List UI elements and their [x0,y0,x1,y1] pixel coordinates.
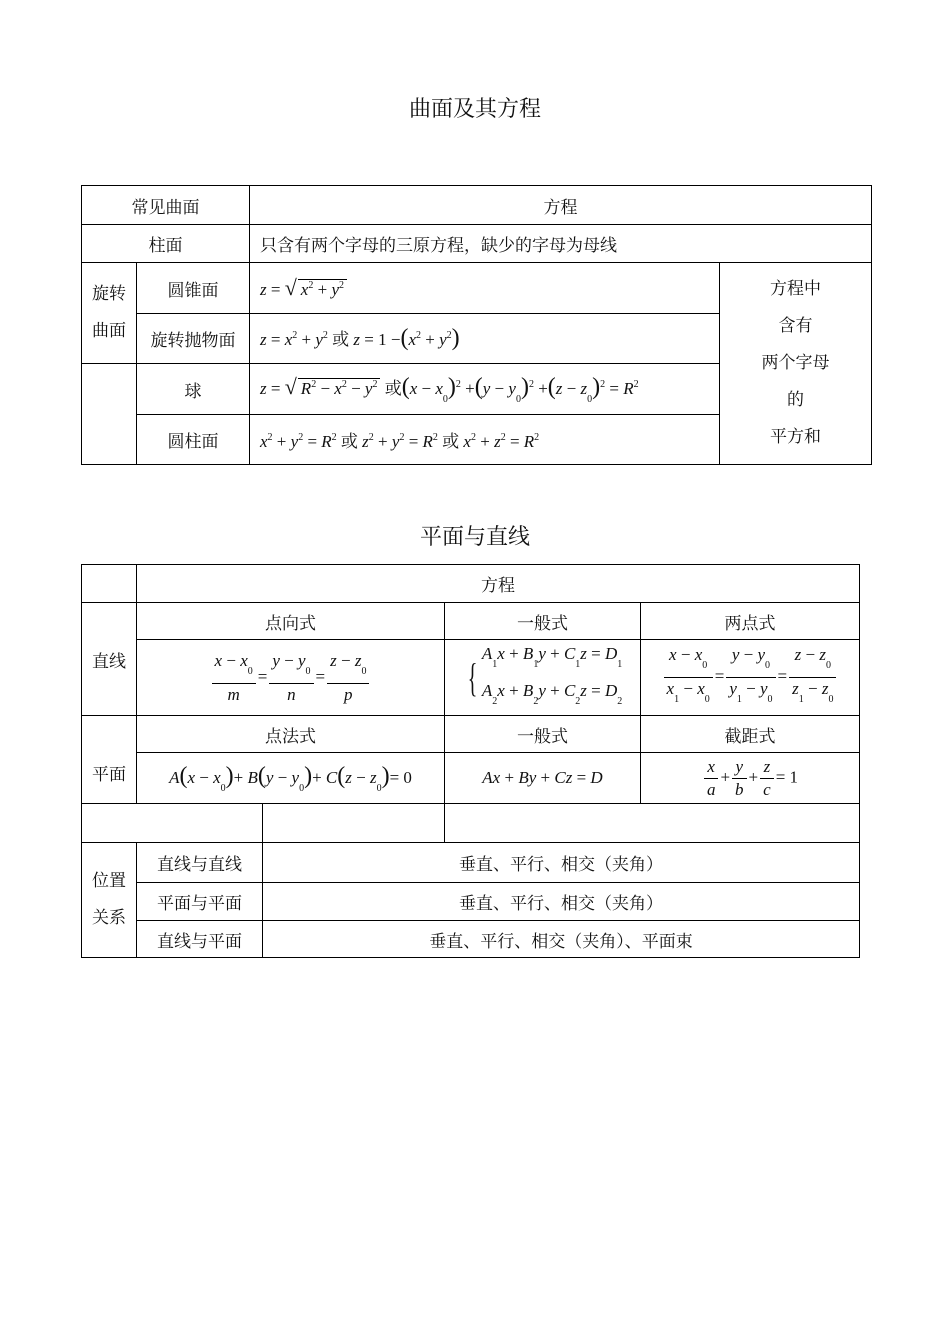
line-form-point-direction: 点向式 [137,603,445,640]
relation-line-plane-value: 垂直、平行、相交（夹角）、平面束 [263,921,860,958]
cylinder-desc: 只含有两个字母的三原方程，缺少的字母为母线 [250,225,872,263]
position-relation-label [82,843,137,958]
paraboloid-label: 旋转抛物面 [137,314,250,364]
relation-plane-plane-value: 垂直、平行、相交（夹角） [263,883,860,921]
line-point-direction-equation: $\frac{x - x_0}{m}$ = $\frac{y - y_0}{n}$ = $\frac{z - z_0}{p}$ [137,640,445,716]
plane-point-normal-equation: $A(x - x_0)+ B(y - y_0)+ C(z - z_0)= 0$ [137,753,445,804]
or-word: 或 [332,330,350,349]
plane-form-intercept: 截距式 [641,716,860,753]
line-two-point-equation: $\frac{x - x_0}{x_1 - x_0}$ = $\frac{y - y_0}{y_1 - y_0}$ = $\frac{z - z_0}{z_1 - z_0}$ [641,640,860,716]
plane-intercept-equation: $\frac{x}{a}$ + $\frac{y}{b}$ + $\frac{z}{c}$ = 1 [641,753,860,804]
side-note-5: 平方和 [770,427,821,447]
lines-planes-table [81,564,860,958]
header-common-surface: 常见曲面 [82,186,250,225]
rotation-surface-label [82,263,137,364]
sphere-equation: z = √ $R^2 - x^2 - y^2$ 或$(x - x_0)^2 +(y - y_0)^2 +(z - z_0)^2 = R^2$ [250,364,720,415]
plane-label: 平面 [82,716,137,804]
cone-equation: z = √ $x^2 + y^2$ [250,263,720,314]
position-label-line2: 关系 [92,908,126,928]
empty-cell-c [445,804,860,843]
cone-label: 圆锥面 [137,263,250,314]
relation-line-line-value: 垂直、平行、相交（夹角） [263,843,860,883]
position-label-line1: 位置 [92,871,126,891]
plane-general-equation: Ax + By + Cz = D [445,753,641,804]
line-general-equation: {$A_1x + B_1y + C_1z = D_1$ $A_2x + B_2y + C_2z = D_2$ [445,640,641,716]
line-form-two-point: 两点式 [641,603,860,640]
side-note-1: 方程中 [770,279,821,299]
relation-line-line-label: 直线与直线 [137,843,263,883]
or-word: 或 [340,432,358,451]
plane-form-point-normal: 点法式 [137,716,445,753]
or-word: 或 [442,432,460,451]
side-note-3: 两个字母 [761,353,830,373]
section1-title: 曲面及其方程 [408,97,541,122]
header-equation-2: 方程 [137,565,860,603]
line-form-general: 一般式 [445,603,641,640]
surfaces-table [81,185,872,465]
side-note [720,263,872,465]
relation-line-plane-label: 直线与平面 [137,921,263,958]
cylinder-surface-label: 圆柱面 [137,415,250,465]
plane-form-general: 一般式 [445,716,641,753]
cylinder-label: 柱面 [82,225,250,263]
relation-plane-plane-label: 平面与平面 [137,883,263,921]
rotation-label-line1: 旋转 [92,284,126,304]
empty-corner [82,565,137,603]
paraboloid-equation: $z = x^2 + y^2$ 或 $z = 1 -(x^2 + y^2)$ [250,314,720,364]
side-note-2: 含有 [778,316,813,336]
line-label: 直线 [82,603,137,716]
empty-cell-a [82,804,263,843]
sphere-label: 球 [137,364,250,415]
cylinder-surface-equation: $x^2 + y^2 = R^2$ 或 $z^2 + y^2 = R^2$ 或 $x^2 + z^2 = R^2$ [250,415,720,465]
or-word: 或 [384,378,402,398]
rotation-label-line2: 曲面 [92,321,126,341]
header-equation: 方程 [250,186,872,225]
side-note-4: 的 [787,390,804,410]
section2-title: 平面与直线 [419,525,530,550]
empty-cell-b [263,804,445,843]
